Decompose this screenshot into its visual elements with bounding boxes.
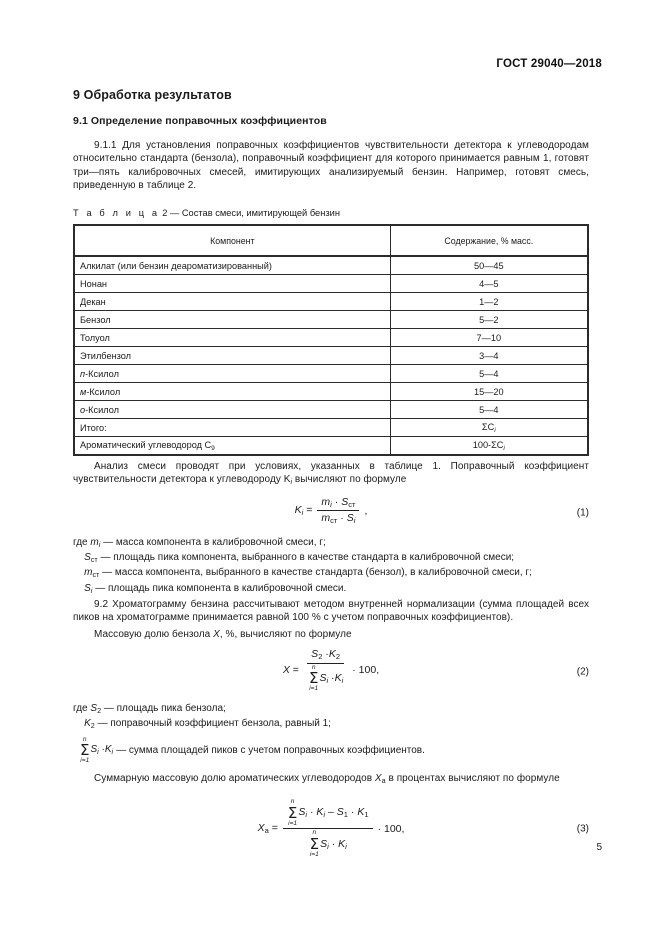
variable-Xa: X [374, 772, 382, 784]
sum-upper-limit: n [290, 798, 295, 806]
legend-line: $K_2$ — поправочный коэффициент бензола, равный 1; [84, 718, 331, 731]
legend-line: где $m_i$ — масса компонента в калибровочной смеси, г; [73, 536, 326, 549]
cell-content: 7—10 [390, 329, 588, 347]
table-row [74, 347, 588, 365]
cell-component-o-xylene: о-Ксилол [74, 401, 390, 419]
paragraph-after-table: Анализ смеси проводят при условиях, указанных в таблице 1. Поправочный коэффициент чувствительности детектора к углеводороду $K_i$ вычисляют по формуле [73, 461, 589, 487]
formula-3-tail: · 100, [377, 822, 405, 835]
legend-text: — масса компонента, выбранного в качестве стандарта (бензол), в калибровочной смеси, г; [102, 567, 532, 579]
paragraph-9-2: 9.2 Хроматограмму бензина рассчитывают методом внутренней нормализации (сумма площадей всех пиков на хроматограмме принимается равной 100 % с учетом поправочных коэффициентов). [73, 599, 589, 624]
cell-aromatic-label: Ароматический углеводород $С_9$ [74, 437, 390, 456]
legend-formula-1 [73, 536, 589, 597]
cell-content: 5—4 [390, 401, 588, 419]
section-title: 9 Обработка результатов [73, 88, 232, 102]
summation [287, 799, 369, 827]
mixture-composition-table [73, 224, 589, 456]
table-caption [73, 208, 589, 218]
paragraph-after-table-text: Анализ смеси проводят при условиях, указанных в таблице 1. Поправочный коэффициент чувствительности детектора к углеводороду K [73, 461, 589, 486]
table-row [74, 383, 588, 401]
formula-1-fraction [317, 496, 359, 526]
sum-operand: $S_i \cdot K_i$ [90, 744, 114, 757]
formula-3-lhs: $X_а$ = [257, 822, 278, 836]
formula-1-numerator: $m_i \cdot S_{ст}$ [317, 496, 359, 512]
paragraph-post: , %, вычисляют по формуле [219, 628, 352, 640]
formula-2 [73, 648, 589, 696]
formula-2-numerator: $S_2 \cdot K_2$ [307, 648, 344, 664]
cell-component: Декан [74, 293, 390, 311]
formula-3 [73, 799, 589, 858]
sum-upper-limit: n [312, 829, 317, 837]
cell-component: Нонан [74, 275, 390, 293]
legend-line: где $S_2$ — площадь пика бензола; [73, 702, 226, 715]
formula-1-denominator: $m_{ст} \cdot S_i$ [321, 512, 356, 526]
cell-component-m-xylene: м-Ксилол [74, 383, 390, 401]
cell-component: Толуол [74, 329, 390, 347]
table-row [74, 401, 588, 419]
paragraph-9-2-mass-fraction [73, 628, 589, 641]
cell-content: 15—20 [390, 383, 588, 401]
legend-line-sum [79, 737, 589, 765]
cell-total-value: $\Sigma C_i$ [390, 419, 588, 437]
table-row [74, 275, 588, 293]
legend-line: $S_{ст}$ — площадь пика компонента, выбранного в качестве стандарта в калибровочной смеси; [84, 552, 515, 565]
sigma-icon [309, 665, 318, 693]
sigma-glyph: Σ [308, 669, 319, 688]
formula-3-body [73, 799, 589, 858]
sigma-glyph: Σ [287, 803, 298, 822]
formula-2-body [73, 648, 589, 693]
formula-1-lhs: $K_i$ = [294, 504, 313, 518]
legend-text: — масса компонента в калибровочной смеси, г; [103, 536, 326, 548]
paragraph-pre: Суммарную массовую долю ароматических углеводородов [94, 772, 375, 784]
formula-1 [73, 496, 589, 530]
subsection-title: 9.1 Определение поправочных коэффициентов [73, 115, 327, 127]
paragraph-post: в процентах вычисляют по формуле [385, 772, 560, 784]
table-row [74, 293, 588, 311]
cell-content: 50—45 [390, 256, 588, 275]
formula-2-number: (2) [576, 666, 589, 678]
paragraph-after-table-tail: вычисляют по формуле [292, 474, 407, 486]
formula-3-number: (3) [576, 823, 589, 835]
variable-X: X [213, 628, 220, 640]
sum-operand: $S_i \cdot K_i - S_1 \cdot K_1$ [298, 806, 369, 820]
table-header-row [74, 225, 588, 256]
cell-aromatic-value: $100-\Sigma C_i$ [390, 437, 588, 456]
table-caption-text: — Состав смеси, имитирующей бензин [169, 208, 340, 219]
sigma-glyph: Σ [80, 741, 90, 760]
cell-content: 5—4 [390, 365, 588, 383]
table-row [74, 329, 588, 347]
sum-upper-limit: n [311, 663, 316, 671]
cell-content: 1—2 [390, 293, 588, 311]
cell-total-label: Итого: [74, 419, 390, 437]
variable-Xa-subscript: а [381, 775, 386, 785]
page-header-standard: ГОСТ 29040—2018 [496, 58, 602, 70]
cell-component: Бензол [74, 311, 390, 329]
paragraph-9-3-aromatics [73, 772, 589, 787]
legend-text: — площадь пика бензола; [103, 702, 226, 714]
column-header-content: Содержание, % масс. [390, 225, 588, 256]
formula-2-denominator [304, 664, 347, 693]
sum-operand: $S_i \cdot K_i$ [319, 671, 344, 685]
sigma-icon [310, 830, 319, 858]
sum-lower-limit: i=1 [309, 850, 319, 858]
table-caption-number: 2 [162, 208, 168, 219]
legend-line: $m_{ст}$ — масса компонента, выбранного в качестве стандарта (бензол), в калибровочной смеси, г; [84, 567, 532, 580]
sum-lower-limit: i=1 [80, 757, 90, 765]
formula-3-numerator [283, 799, 373, 829]
legend-text: — площадь пика компонента в калибровочной смеси. [95, 582, 347, 594]
sum-lower-limit: i=1 [309, 685, 319, 693]
cell-component-p-xylene: п-Ксилол [74, 365, 390, 383]
sum-upper-limit: n [82, 735, 87, 743]
table-row [74, 256, 588, 275]
table-caption-label: Т а б л и ц а [73, 208, 160, 219]
column-header-component: Компонент [74, 225, 390, 256]
cell-content: 3—4 [390, 347, 588, 365]
summation [79, 737, 113, 765]
formula-1-body [73, 496, 589, 526]
summation [309, 830, 347, 858]
paragraph-pre: Массовую долю бензола [94, 628, 214, 640]
table-row [74, 311, 588, 329]
table-row [74, 419, 588, 437]
formula-1-number: (1) [576, 507, 589, 519]
paragraph-9-1-1: 9.1.1 Для установления поправочных коэффициентов чувствительности детектора к углеводородам относительно стандарта (бензола), поправочный коэффициент для которого принимается равным 1, готовят три—пять калибровочных смесей, имитирующих анализируемый бензин. Например, готовят смесь, приведенную в таблице 2. [73, 140, 589, 191]
sigma-icon [80, 737, 89, 765]
sigma-icon [288, 799, 297, 827]
sigma-glyph: Σ [309, 834, 320, 853]
table-row [74, 437, 588, 456]
legend-intro: где [73, 536, 88, 548]
legend-formula-2 [73, 702, 589, 765]
legend-line: $S_i$ — площадь пика компонента в калибровочной смеси. [84, 582, 347, 595]
legend-text: — сумма площадей пиков с учетом поправочных коэффициентов. [116, 745, 425, 756]
sum-operand: $S_i \cdot K_i$ [320, 837, 347, 851]
formula-3-denominator [305, 829, 351, 858]
summation [308, 665, 343, 693]
legend-text: — поправочный коэффициент бензола, равный 1; [97, 718, 331, 730]
cell-component: Алкилат (или бензин деароматизированный) [74, 256, 390, 275]
formula-2-tail: · 100, [352, 664, 380, 677]
cell-component: Этилбензол [74, 347, 390, 365]
cell-content: 5—2 [390, 311, 588, 329]
formula-1-tail: , [364, 504, 368, 517]
legend-text: — площадь пика компонента, выбранного в качестве стандарта в калибровочной смеси; [100, 552, 515, 564]
formula-2-lhs: X = [282, 664, 299, 677]
page-number: 5 [596, 842, 602, 853]
cell-content: 4—5 [390, 275, 588, 293]
formula-2-fraction [304, 648, 347, 693]
formula-3-fraction [283, 799, 373, 858]
table-row [74, 365, 588, 383]
sum-lower-limit: i=1 [288, 819, 298, 827]
legend-intro: где [73, 702, 88, 714]
page-content [73, 88, 589, 864]
